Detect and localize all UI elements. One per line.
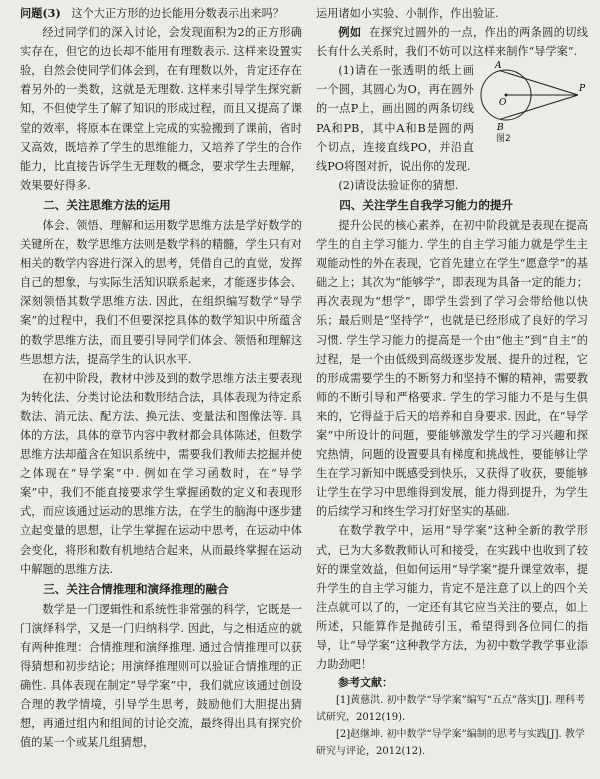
section-heading-3: 三、关注合情推理和演绎推理的融合: [43, 581, 229, 596]
example-label: 例如: [338, 25, 362, 40]
label-p: P: [579, 84, 586, 95]
figure-row: [316, 61, 588, 176]
label-b: B: [497, 123, 504, 132]
reference-1: [1]黄慈洪. 初中数学“导学案”编写“五点”落实[J]. 理科考试研究，2012(19).: [316, 695, 586, 724]
paragraph-2: 体会、领悟、理解和运用数学思维方法是学好数学的关键所在，数学思维方法则是数学科的精髓，学生只有对相关的数学内容进行深入的思考，凭借自己的直觉，发挥自己的想象，与实际生活知识联系起来，才能逐步体会、深刻领悟其数学思维方法. 因此，在组织编写数学“导学案”的过程中，我们不但要深挖具体的数学知识中所蕴含的数学思维方法，而且要引导同学们体会、领悟和理解这些思想方法，提高学生的认识水平.: [20, 218, 302, 366]
center-point: [505, 94, 508, 97]
paragraph-4: 数学是一门逻辑性和系统性非常强的科学，它既是一门演绎科学，又是一门归纳科学. 因此，与之相适应的就有两种推理：合情推理和演绎推理. 通过合情推理可以获得猜想和初步结论；用演绎推理则可以验证合情推理的正确性. 具体表现在制定“导学案”中，我们就应该通过创设合理的教学情境，引导学生思考，鼓励他们大胆提出猜想，再通过组内和组间的讨论交流，最终得出具有探究价值的某一个或某几组猜想，: [20, 602, 302, 750]
right-column: [316, 4, 588, 760]
paragraph-5: 提升公民的核心素养，在初中阶段就是表现在提高学生的自主学习能力. 学生的自主学习能力就是学生主观能动性的外在表现，它首先建立在学生“愿意学”的基础之上；其次为“能够学”，即表现为具备一定的能力；再次表现为“想学”，即学生尝到了学习会带给他以快乐；最后则是“坚持学”，也就是已经形成了良好的学习习惯. 学生学习能力的提高是一个由“他主”到“自主”的过程，是一个由低级到高级逐步发展、提升的过程，它的形成需要学生的不断努力和坚持不懈的精神，需要教师的不断引导和严格要求. 学生的学习能力不是与生俱来的，它得益于后天的培养和自身要求. 因此，在“导学案”中所设计的问题，要能够激发学生的学习兴趣和探究热情，问题的设置要具有梯度和挑战性，要能够让学生在学习新知中既感受到快乐，又获得了收获，要能够让学生在学习中思维得到发展，能力得到提升，为学生的后续学习和终生学习打好坚实的基础.: [316, 218, 588, 519]
tangent-pb: [500, 95, 578, 119]
paragraph-6: 在数学教学中，运用“导学案”这种全新的教学形式，已为大多数教师认可和接受，在实践中也收到了较好的课堂效益，但如何运用“导学案”提升课堂效率，提升学生的自主学习能力，肯定不是注意了以上的四个关注点就可以了的，一定还有其它应当关注的要点，如上所述，只能算作是抛砖引玉，希望得到各位同仁的指导，让“导学案”这种教学方法，为初中数学教学事业添力助劲吧！: [316, 524, 588, 672]
example-text: 在探究过圆外的一点，作出的两条圆的切线长有什么关系时，我们不妨可以这样来制作“导学案”.: [316, 26, 588, 59]
sub-question-2: (2)请设法验证你的猜想.: [338, 178, 459, 192]
question-label: 问题(3): [20, 6, 61, 20]
tangent-pa: [500, 71, 578, 95]
sub-question-1: (1)请在一张透明的纸上画一个圆，其圆心为O，再在圆外的一点P上，画出圆的两条切线PA和PB，其中A和B是圆的两个切点，连接直线PO，并沿直线PO将图对折，说出你的发现.: [316, 64, 474, 173]
question-3: [20, 4, 302, 23]
left-column: [20, 4, 302, 752]
example-paragraph: [316, 23, 588, 61]
tangent-diagram: [474, 61, 588, 131]
section-heading-2: 二、关注思维方法的运用: [43, 197, 171, 212]
figure-caption: 图2: [496, 134, 511, 145]
label-o: O: [499, 98, 507, 109]
paragraph-continued: 运用诸如小实验、小制作，作出验证.: [316, 7, 499, 20]
references-title: 参考文献：: [338, 676, 393, 690]
reference-2: [2]赵继坤. 初中数学“导学案”编制的思考与实践[J]. 教学研究与评论，2012(12).: [316, 729, 585, 758]
section-heading-4: 四、关注学生自我学习能力的提升: [339, 197, 514, 212]
paragraph-3: 在初中阶段，教材中涉及到的数学思维方法主要表现为转化法、分类讨论法和数形结合法，具体表现为待定系数法、消元法、配方法、换元法、变量法和图像法等. 具体的方法，具体的章节内容中教材都会具体陈述，但数学思维方法却蕴含在知识系统中，需要我们教师去挖掘并使之体现在“导学案”中. 例如在学习函数时，在“导学案”中，我们不能直接要求学生掌握函数的定义和表现形式，而应该通过运动的思维方法，在学生的脑海中逐步建立起变量的思想，让学生掌握在运动中思考，在运动中体会变化，将形和数有机地结合起来，从而最终掌握在运动中解题的思维方法.: [20, 371, 302, 576]
label-a: A: [495, 61, 502, 72]
paragraph-1: 经过同学们的深入讨论，会发现面积为2的正方形确实存在，但它的边长却不能用有理数表示. 这样来设置实验，自然会使同学们体会到，在有理数以外，肯定还存在着另外的一类数，这就是无理数. 这样来引导学生探究新知，不但使学生了解了知识的形成过程，而且又提高了课堂的效率，将原本在课堂上完成的实验搬到了课前，省时又高效，既培养了学生的思维能力，又培养了学生的合作能力，比直接告诉学生无理数的概念，要求学生去理解，效果要好得多.: [20, 26, 302, 192]
question-text: 这个大正方形的边长能用分数表示出来吗？: [71, 7, 284, 20]
figure-2: [474, 61, 588, 145]
